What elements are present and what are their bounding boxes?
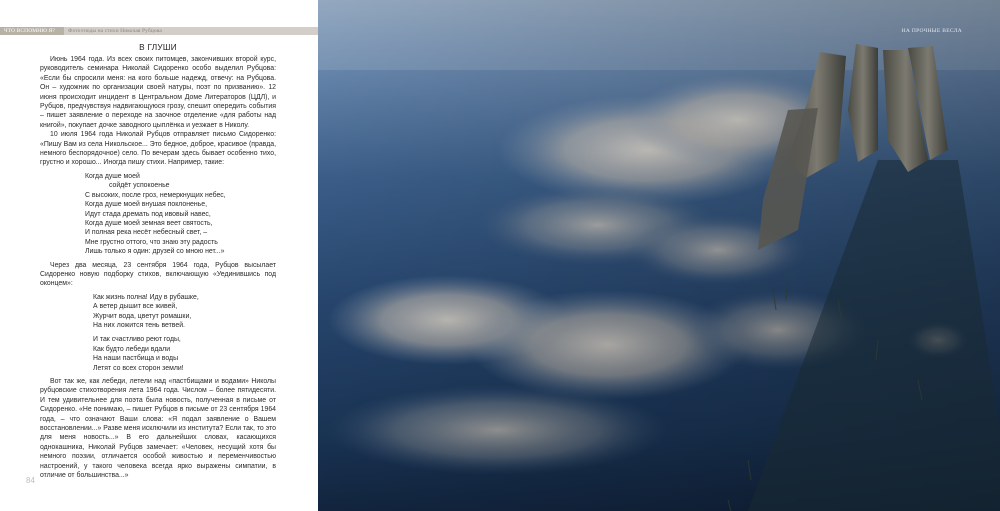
poem-line: Летят со всех сторон земли! [93,364,184,372]
header-subtitle: Фотоэтюды на стихи Николая Рубцова [68,28,162,34]
poem-2 [93,293,276,373]
poem-line: Когда душе моей [85,172,140,180]
poem-line: сойдёт успокоенье [109,182,170,190]
chapter-title: В ГЛУШИ [139,43,177,52]
page-number: 84 [26,476,35,485]
poem-line: Журчит вода, цветут ромашки, [93,312,192,320]
poem-line: Лишь только я один: друзей со мною нет...» [85,248,225,256]
main-text [40,42,276,480]
paragraph-1: Июнь 1964 года. Из всех своих питомцев, закончивших второй курс, руководитель семинара Николай Сидоренко особо выделил Рубцова: «Если бы спросили меня: на кого больше надежд, отвечу: на Рубцова. Он – художник по организации своей натуры, поэт по призванию». 12 июня происходит инцидент в Центральном Доме Литераторов (ЦДЛ), и Рубцов, предчувствуя надвигающуюся грозу, спешит опередить события – пишет заявление о переходе на заочное отделение «для работы над книгой», покупает дочке заводного цыплёнка и уезжает в Николу. [40,56,276,129]
photo-illustration [318,0,1000,511]
poem-line: Как жизнь полна! Иду в рубашке, [93,293,199,301]
poem-line: Как будто лебеди вдали [93,345,171,353]
poem-line: Когда душе моей внушая поклоненье, [85,201,208,209]
text-page [0,0,318,511]
poem-1 [85,172,276,257]
poem-line: С высоких, после гроз, немеркнущих небес, [85,191,226,199]
poem-line: На наши пастбища и воды [93,355,179,363]
poem-line: Идут стада дремать под ивовый навес, [85,210,211,218]
photo-caption: НА ПРОЧНЫЕ ВЕСЛА [901,28,962,34]
poem-line: На них ложится тень ветвей. [93,321,185,329]
lake-photo [318,0,1000,511]
paragraph-2: 10 июля 1964 года Николай Рубцов отправляет письмо Сидоренко: «Пишу Вам из села Никольское... Это бедное, доброе, красивое (правда, немного беспорядочное) село. По вечерам здесь бывает особенно тихо, грустно и хорошо... Иногда пишу стихи. Например, такие: [40,131,276,167]
header-section: ЧТО ВСПОМНЮ Я? [4,28,55,34]
poem-line: Мне грустно оттого, что знаю эту радость [85,238,218,246]
running-header [0,27,318,35]
poem-line: И полная река несёт небесный свет, – [85,229,208,237]
poem-line: А ветер дышит все живей, [93,303,178,311]
paragraph-3: Через два месяца, 23 сентября 1964 года, Рубцов высылает Сидоренко новую подборку стихов, включающую «Уединившись под оконцем»: [40,261,276,288]
poem-line: И так счастливо реют годы, [93,336,181,344]
poem-line: Когда душе моей земная веет святость, [85,219,213,227]
paragraph-4: Вот так же, как лебеди, летели над «пастбищами и водами» Николы рубцовские стихотворения лета 1964 года. Числом – более пятидесяти. И тем удивительнее для поэта была новость, полученная в письме от Сидоренко. «Не понимаю, – пишет Рубцов в письме от 23 сентября 1964 года, – что означают Ваши слова: «Я подал заявление о Вашем восстановлении...» Разве меня исключили из института? Если так, то это для меня новость...» В его дальнейших словах, касающихся однокашника, Николай Рубцов замечает: «Человек, несущий хотя бы немного поэзии, отличается особой живостью и переменчивостью настроений, у такого человека всегда ярко выражены симпатии, в отличие от большинства...» [40,378,276,480]
